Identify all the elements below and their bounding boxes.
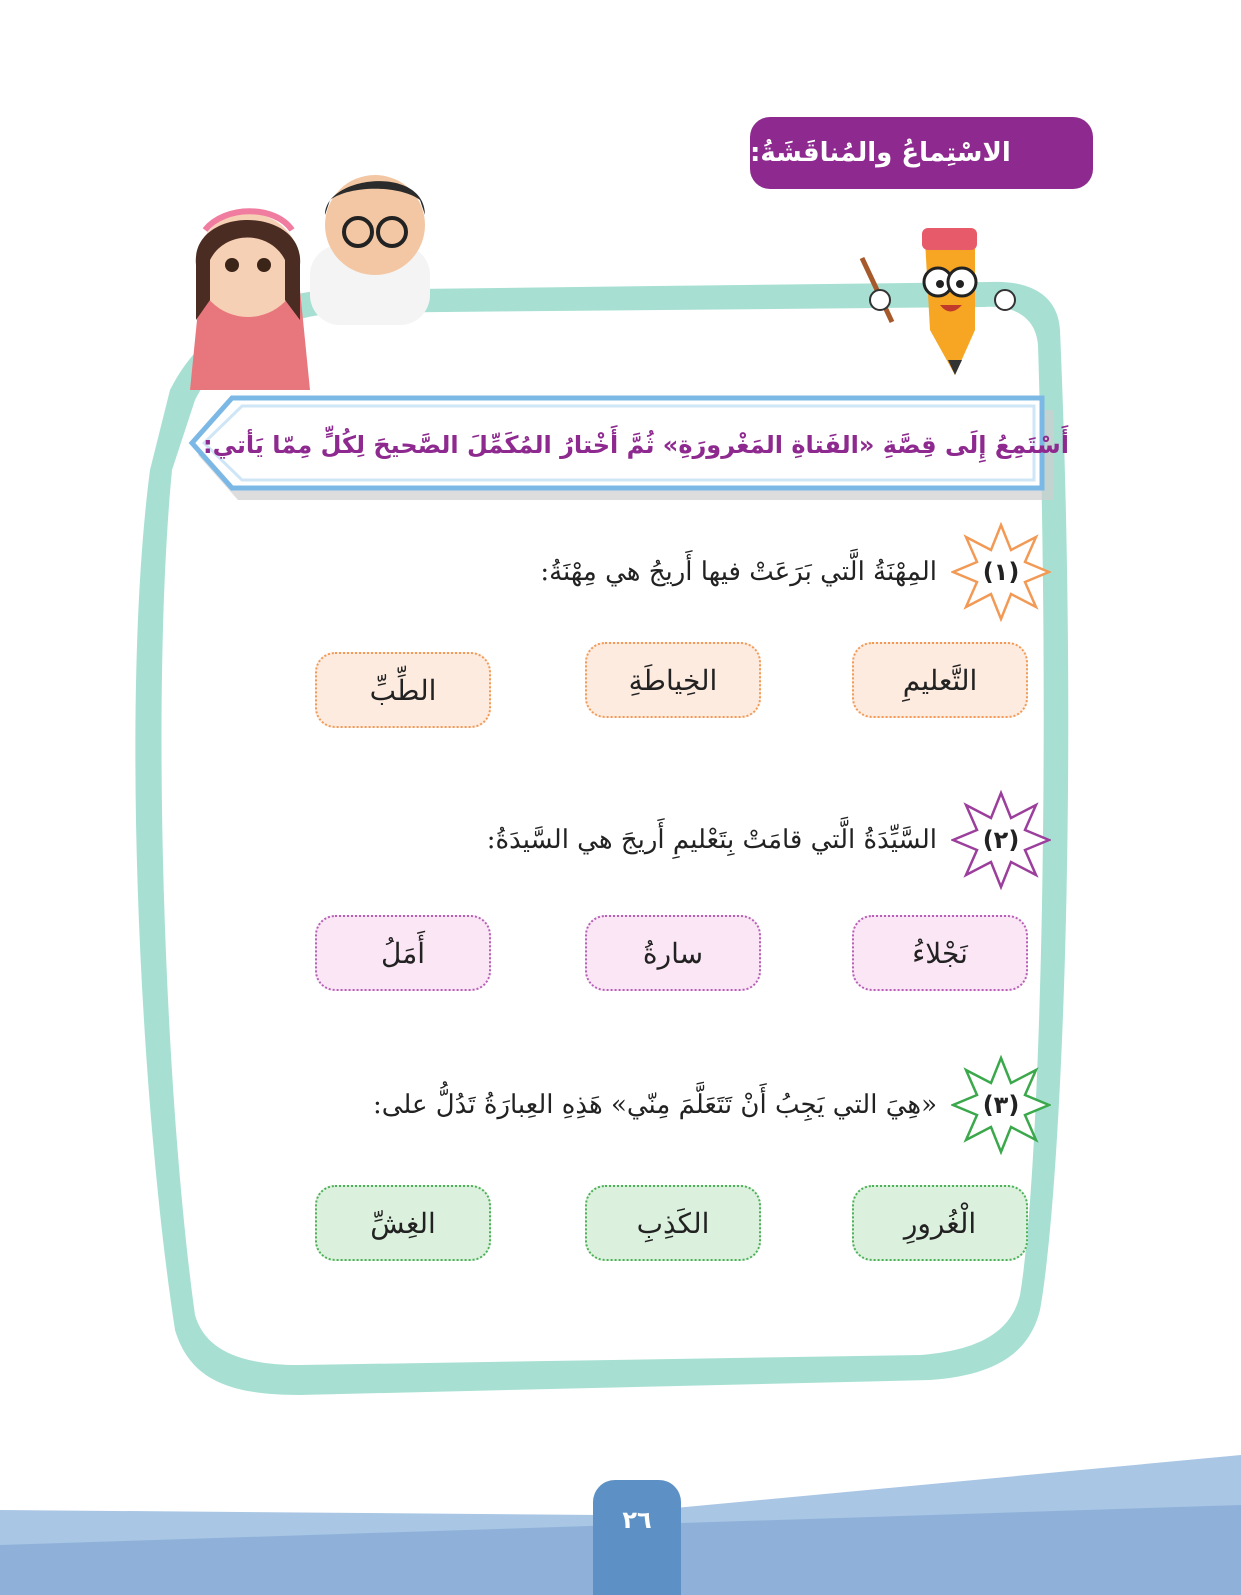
question-3 [373, 1070, 1051, 1140]
option-button[interactable]: أَمَلُ [315, 915, 491, 991]
star-badge-icon [951, 522, 1051, 622]
question-number: (١) [982, 558, 1020, 586]
question-number: (٢) [982, 826, 1020, 854]
instruction-box [200, 402, 1069, 492]
question-text: المِهْنَةُ الَّتي بَرَعَتْ فيها أَريجُ هي مِهْنَةُ: [540, 557, 937, 587]
question-text: «هِيَ التي يَجِبُ أَنْ تَتَعَلَّمَ مِنّي» هَذِهِ العِبارَةُ تَدُلُّ على: [372, 1090, 937, 1120]
option-button[interactable]: الغِشِّ [315, 1185, 491, 1261]
question-1 [540, 537, 1051, 607]
star-badge-icon [951, 790, 1051, 890]
option-button[interactable]: سارةُ [585, 915, 761, 991]
section-title: الاسْتِماعُ والمُناقَشَةُ: [750, 138, 1011, 168]
section-title-tab [750, 117, 1093, 189]
option-button[interactable]: الْغُرورِ [852, 1185, 1028, 1261]
option-button[interactable]: الخِياطَةِ [585, 642, 761, 718]
option-button[interactable]: الطِّبِّ [315, 652, 491, 728]
option-button[interactable]: نَجْلاءُ [852, 915, 1028, 991]
question-text: السَّيِّدَةُ الَّتي قامَتْ بِتَعْليمِ أَريجَ هي السَّيدَةُ: [486, 825, 937, 855]
page-number-text: ٢٦ [622, 1506, 652, 1534]
page-number [593, 1480, 681, 1595]
option-button[interactable]: الكَذِبِ [585, 1185, 761, 1261]
question-2 [487, 805, 1051, 875]
question-number: (٣) [982, 1091, 1020, 1119]
star-badge-icon [951, 1055, 1051, 1155]
option-button[interactable]: التَّعليمِ [852, 642, 1028, 718]
instruction-text: أَسْتَمِعُ إِلَى قِصَّةِ «الفَتاةِ المَغْرورَةِ» ثُمَّ أَخْتارُ المُكَمِّلَ الصَّحيحَ لِكُلٍّ مِمّا يَأتي: [203, 431, 1069, 459]
